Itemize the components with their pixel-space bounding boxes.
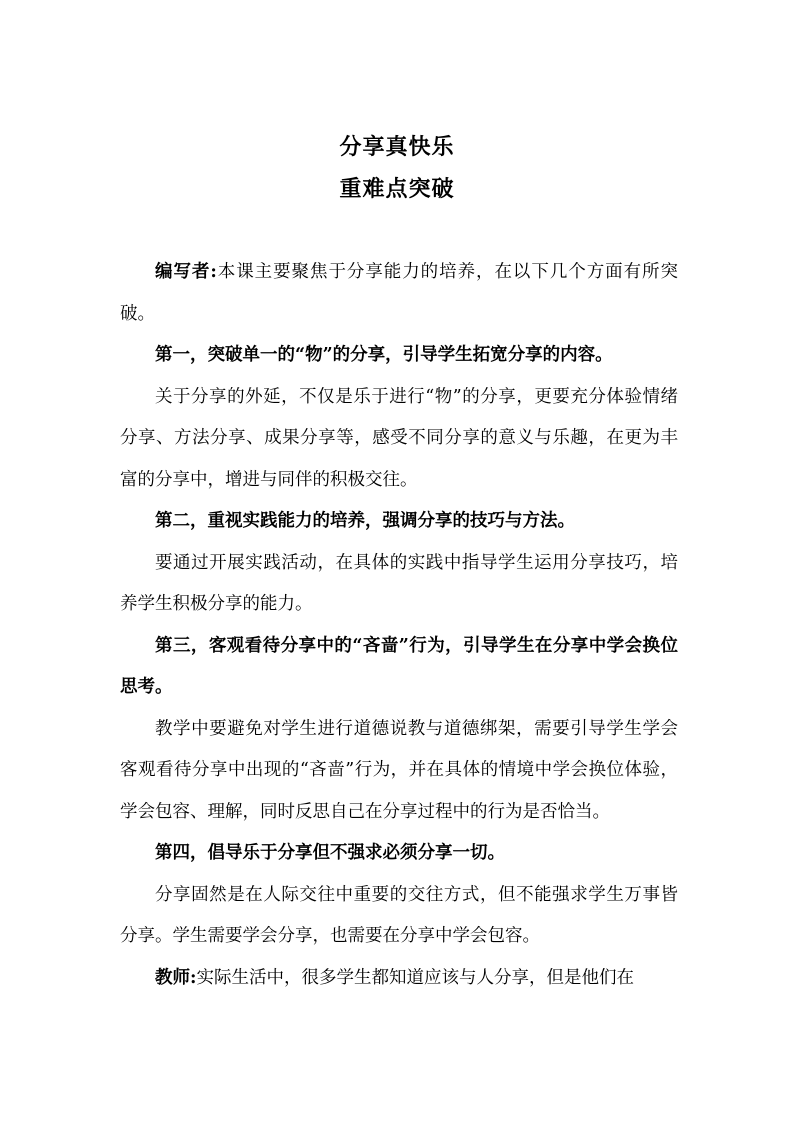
section-heading-1: 第一，突破单一的“物”的分享，引导学生拓宽分享的内容。 bbox=[155, 345, 613, 365]
section-heading-4: 第四，倡导乐于分享但不强求必须分享一切。 bbox=[155, 843, 505, 863]
document-title: 分享真快乐 bbox=[339, 134, 455, 160]
document-subtitle: 重难点突破 bbox=[339, 176, 455, 202]
editor-label: 编写者: bbox=[155, 262, 217, 282]
section-text-2: 要通过开展实践活动，在具体的实践中指导学生运用分享技巧，培养学生积极分享的能力。 bbox=[120, 552, 678, 614]
section-text-1: 关于分享的外延，不仅是乐于进行“物”的分享，更要充分体验情绪分享、方法分享、成果分享等，感受不同分享的意义与乐趣，在更为丰富的分享中，增进与同伴的积极交往。 bbox=[120, 386, 678, 490]
section-heading-3: 第三，客观看待分享中的“吝啬”行为，引导学生在分享中学会换位思考。 bbox=[120, 635, 678, 697]
paragraph-editor-note bbox=[120, 252, 678, 335]
teacher-note-text: 实际生活中，很多学生都知道应该与人分享，但是他们在 bbox=[196, 967, 634, 988]
teacher-label: 教师: bbox=[155, 967, 197, 988]
section-text-4: 分享固然是在人际交往中重要的交往方式，但不能强求学生万事皆分享。学生需要学会分享，也需要在分享中学会包容。 bbox=[120, 884, 678, 946]
paragraph-teacher-note bbox=[120, 958, 678, 1000]
section-text-3: 教学中要避免对学生进行道德说教与道德绑架，需要引导学生学会客观看待分享中出现的“吝啬”行为，并在具体的情境中学会换位体验，学会包容、理解，同时反思自己在分享过程中的行为是否恰当。 bbox=[120, 718, 678, 822]
editor-note-text: 本课主要聚焦于分享能力的培养，在以下几个方面有所突破。 bbox=[120, 262, 678, 324]
document-body bbox=[120, 252, 678, 999]
section-heading-2: 第二，重视实践能力的培养，强调分享的技巧与方法。 bbox=[155, 511, 575, 531]
